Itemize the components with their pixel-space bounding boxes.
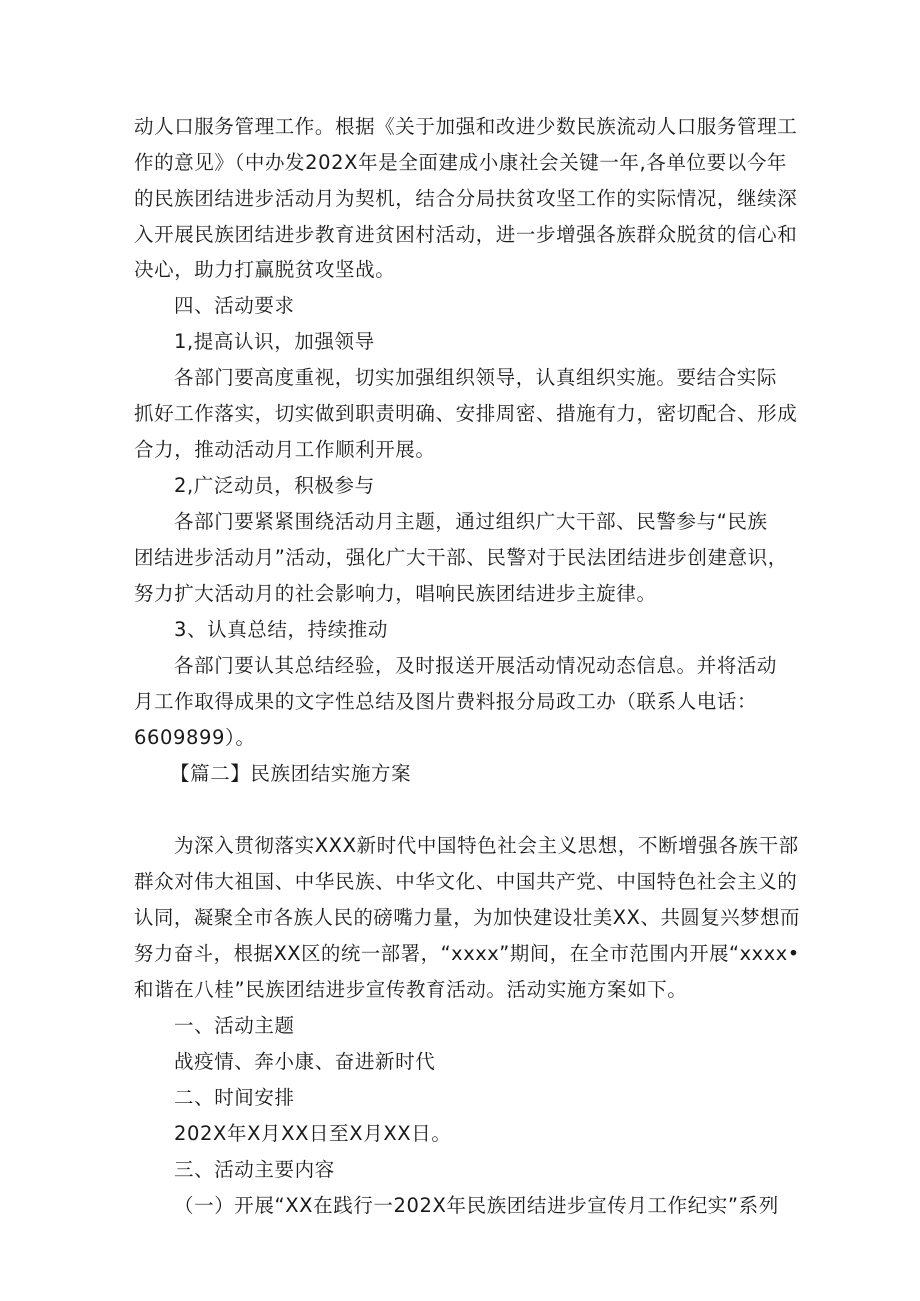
paragraph-line: 为深入贯彻落实XXX新时代中国特色社会主义思想，不断增强各族干部	[174, 834, 799, 857]
paragraph-line: 6609899）。	[134, 726, 256, 749]
paragraph-line: 202X年X月XX日至X月XX日。	[174, 1122, 452, 1145]
paragraph-line: 合力，推动活动月工作顺利开展。	[134, 438, 436, 461]
paragraph-line: 群众对伟大祖国、中华民族、中华文化、中国共产党、中国特色社会主义的	[134, 870, 798, 893]
paragraph-line: 抓好工作落实，切实做到职责明确、安排周密、措施有力，密切配合、形成	[134, 402, 798, 425]
paragraph-line: 认同，凝聚全市各族人民的磅嘴力量，为加快建设壮美XX、共圆复兴梦想而	[134, 906, 801, 929]
paragraph-line: 努力奋斗，根据XX区的统一部署，“xxxx”期间，在全市范围内开展“xxxx•	[134, 942, 800, 965]
paragraph-line: 动人口服务管理工作。根据《关于加强和改进少数民族流动人口服务管理工	[134, 115, 798, 138]
paragraph-line: 各部门要高度重视，切实加强组织领导，认真组织实施。要结合实际	[174, 366, 778, 389]
paragraph-line: 月工作取得成果的文字性总结及图片费料报分局政工办（联系人电话：	[134, 690, 758, 713]
paragraph-line: 决心，助力打赢脱贫攻坚战。	[134, 258, 396, 281]
paragraph-line: 入开展民族团结进步教育进贫困村活动，进一步增强各族群众脱贫的信心和	[134, 223, 798, 246]
subsection-heading: 2,广泛动员，积极参与	[174, 474, 375, 497]
section-heading: 一、活动主题	[174, 1014, 295, 1037]
paragraph-line: 团结进步活动月”活动，强化广大干部、民警对于民法团结进步创建意识，	[134, 546, 788, 569]
section-heading: 四、活动要求	[174, 294, 295, 317]
section-heading: 二、时间安排	[174, 1086, 295, 1109]
article-title: 【篇二】民族团结实施方案	[170, 762, 412, 785]
paragraph-line: 努力扩大活动月的社会影响力，唱响民族团结进步主旋律。	[134, 582, 657, 605]
section-heading: 三、活动主要内容	[174, 1158, 335, 1181]
paragraph-line: 的民族团结进步活动月为契机，结合分局扶贫攻坚工作的实际情况，继续深	[134, 187, 798, 210]
paragraph-line: （一）开展“XX在践行一202X年民族团结进步宣传月工作纪实”系列	[174, 1194, 779, 1217]
subsection-heading: 1,提高认识，加强领导	[174, 330, 375, 353]
paragraph-line: 和谐在八桂”民族团结进步宣传教育活动。活动实施方案如下。	[134, 978, 688, 1001]
paragraph-line: 作的意见》（中办发202X年是全面建成小康社会关键一年,各单位要以今年	[134, 151, 788, 174]
paragraph-line: 战疫情、奔小康、奋进新时代	[174, 1050, 436, 1073]
subsection-heading: 3、认真总结，持续推动	[174, 618, 389, 641]
paragraph-line: 各部门要认其总结经验，及时报送开展活动情况动态信息。并将活动	[174, 654, 778, 677]
paragraph-line: 各部门要紧紧围绕活动月主题，通过组织广大干部、民警参与“民族	[174, 510, 768, 533]
